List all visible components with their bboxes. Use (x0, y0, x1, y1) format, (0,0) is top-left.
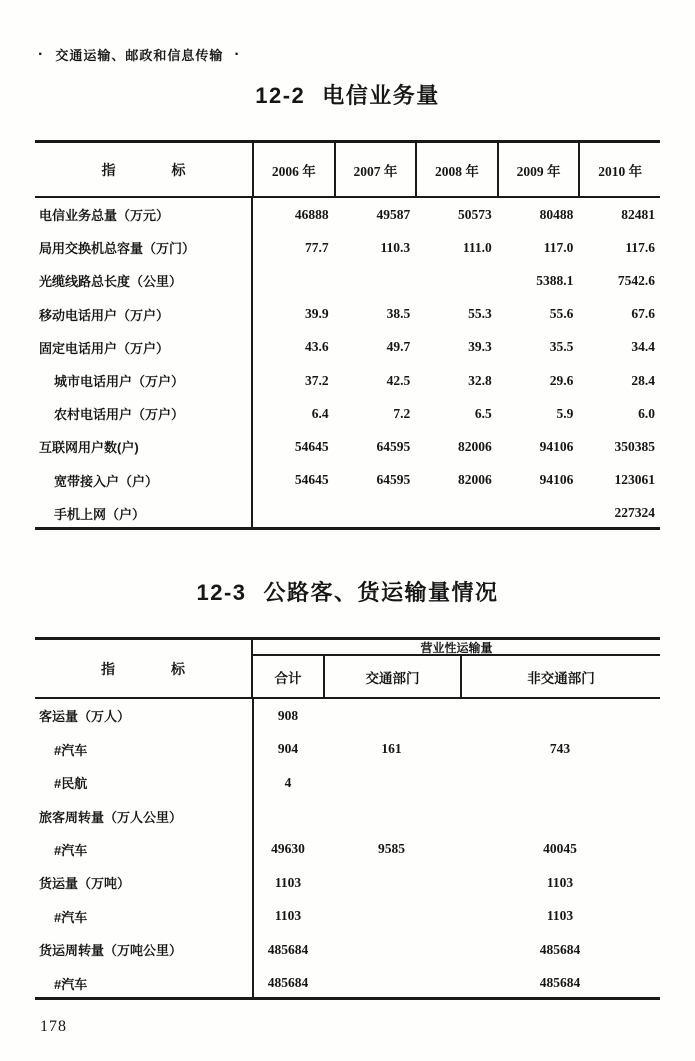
table-12-3-body (35, 699, 660, 1000)
table-row (35, 264, 660, 297)
cell: 82481 (621, 206, 655, 222)
header-year-2006: 2006 年 (252, 143, 334, 196)
cell: 1103 (274, 908, 302, 924)
row-label: 农村电话用户（万户） (54, 407, 185, 423)
cell: 67.6 (631, 306, 655, 322)
row-label: 城市电话用户（万户） (54, 374, 185, 390)
header-subcolumns (253, 656, 660, 697)
bullet-icon: · (38, 45, 45, 63)
cell: 37.2 (304, 372, 329, 388)
row-label: #汽车 (54, 842, 88, 858)
cell: 9585 (378, 841, 405, 857)
cell: 227324 (614, 505, 655, 521)
cell: 904 (277, 741, 299, 757)
cell: 40045 (543, 841, 577, 857)
header-right-group (253, 640, 660, 697)
cell: 485684 (539, 941, 581, 957)
table-12-2-title (35, 79, 660, 110)
table-12-3-number: 12-3 (196, 580, 247, 605)
cell: 6.4 (311, 405, 329, 421)
cell: 82006 (458, 438, 492, 454)
table-row (35, 933, 660, 966)
cell: 350385 (614, 438, 655, 454)
cell: 39.9 (304, 306, 329, 322)
cell: 5.9 (556, 405, 574, 421)
cell: 39.3 (468, 339, 492, 355)
header-year-2008: 2008 年 (415, 143, 497, 196)
cell: 42.5 (386, 372, 411, 388)
cell: 1103 (546, 874, 574, 890)
cell: 55.6 (549, 306, 574, 322)
cell: 28.4 (631, 372, 655, 388)
cell: 77.7 (304, 239, 329, 255)
cell: 64595 (376, 438, 411, 454)
table-row (35, 298, 660, 331)
table-row (35, 799, 660, 832)
table-row (35, 430, 660, 463)
cell: 43.6 (304, 339, 329, 355)
cell: 485684 (267, 975, 309, 991)
header-year-2009: 2009 年 (497, 143, 579, 196)
table-12-3-name: 公路客、货运输量情况 (263, 580, 499, 605)
cell: 94106 (539, 472, 574, 488)
row-label: 光缆线路总长度（公里） (39, 274, 183, 290)
cell: 34.4 (631, 339, 655, 355)
header-indicator: 指 标 (101, 161, 186, 178)
cell: 5388.1 (536, 272, 574, 288)
table-row (35, 866, 660, 899)
cell: 35.5 (549, 339, 574, 355)
cell: 485684 (267, 941, 309, 957)
cell: 4 (284, 774, 292, 790)
row-label: 局用交换机总容量（万门） (39, 241, 196, 257)
row-label: 货运周转量（万吨公里） (39, 943, 183, 959)
header-year-2007: 2007 年 (334, 143, 416, 196)
header-col-transport-dept: 交通部门 (323, 656, 460, 697)
row-label: 电信业务总量（万元） (39, 208, 170, 224)
cell: 161 (381, 741, 402, 757)
table-12-2-number: 12-2 (255, 83, 306, 108)
cell: 485684 (539, 975, 581, 991)
row-label: 移动电话用户（万户） (39, 307, 170, 323)
cell: 123061 (614, 472, 655, 488)
cell: 46888 (294, 206, 329, 222)
cell: 743 (549, 741, 571, 757)
row-label: 旅客周转量（万人公里） (39, 809, 183, 825)
row-label: #汽车 (54, 909, 88, 925)
row-label: 固定电话用户（万户） (39, 340, 170, 356)
breadcrumb-label: 交通运输、邮政和信息传输 (55, 48, 224, 63)
cell: 54645 (294, 438, 329, 454)
table-row (35, 198, 660, 231)
header-indicator: 指 标 (35, 640, 253, 697)
table-12-3-header (35, 637, 660, 699)
cell: 908 (277, 707, 299, 723)
cell: 1103 (546, 908, 574, 924)
table-12-2 (35, 140, 660, 530)
table-12-2-header (35, 140, 660, 198)
table-row (35, 331, 660, 364)
table-row (35, 833, 660, 866)
table-row (35, 732, 660, 765)
cell: 32.8 (468, 372, 492, 388)
breadcrumb (38, 45, 241, 64)
cell: 94106 (539, 438, 574, 454)
table-row (35, 497, 660, 530)
cell: 80488 (539, 206, 574, 222)
bullet-icon: · (234, 45, 241, 63)
table-row (35, 364, 660, 397)
cell: 6.5 (474, 405, 492, 421)
header-span-commercial-transport: 营业性运输量 (253, 640, 660, 656)
table-12-3 (35, 637, 660, 1000)
table-row (35, 967, 660, 1000)
cell: 49630 (271, 841, 305, 857)
row-label: #汽车 (54, 976, 88, 992)
page-number: 178 (40, 1018, 67, 1035)
cell: 82006 (458, 472, 492, 488)
row-label: 宽带接入户（户） (54, 473, 159, 489)
cell: 64595 (376, 472, 411, 488)
row-label: #汽车 (54, 742, 88, 758)
cell: 117.6 (625, 239, 655, 255)
cell: 38.5 (386, 306, 411, 322)
row-label: 客运量（万人） (39, 709, 131, 725)
table-12-2-name: 电信业务量 (322, 83, 440, 108)
table-12-3-title (35, 576, 660, 607)
row-label: #民航 (54, 776, 88, 792)
cell: 49.7 (386, 339, 411, 355)
cell: 7.2 (393, 405, 411, 421)
table-row (35, 397, 660, 430)
header-col-non-transport-dept: 非交通部门 (460, 656, 660, 697)
cell: 6.0 (638, 405, 655, 421)
table-12-2-body (35, 198, 660, 530)
row-label: 互联网用户数(户) (39, 440, 139, 456)
cell: 50573 (458, 206, 492, 222)
row-label: 货运量（万吨） (39, 876, 131, 892)
header-year-2010: 2010 年 (578, 143, 660, 196)
cell: 29.6 (549, 372, 574, 388)
table-row (35, 699, 660, 732)
cell: 7542.6 (617, 272, 655, 288)
table-row (35, 231, 660, 264)
cell: 117.0 (543, 239, 574, 255)
cell: 111.0 (462, 239, 492, 255)
header-col-total: 合计 (274, 670, 302, 686)
cell: 110.3 (380, 239, 411, 255)
table-row (35, 900, 660, 933)
cell: 49587 (376, 206, 411, 222)
cell: 55.3 (468, 306, 492, 322)
cell: 1103 (274, 874, 302, 890)
cell: 54645 (294, 472, 329, 488)
row-label: 手机上网（户） (54, 506, 146, 522)
table-row (35, 464, 660, 497)
table-row (35, 766, 660, 799)
